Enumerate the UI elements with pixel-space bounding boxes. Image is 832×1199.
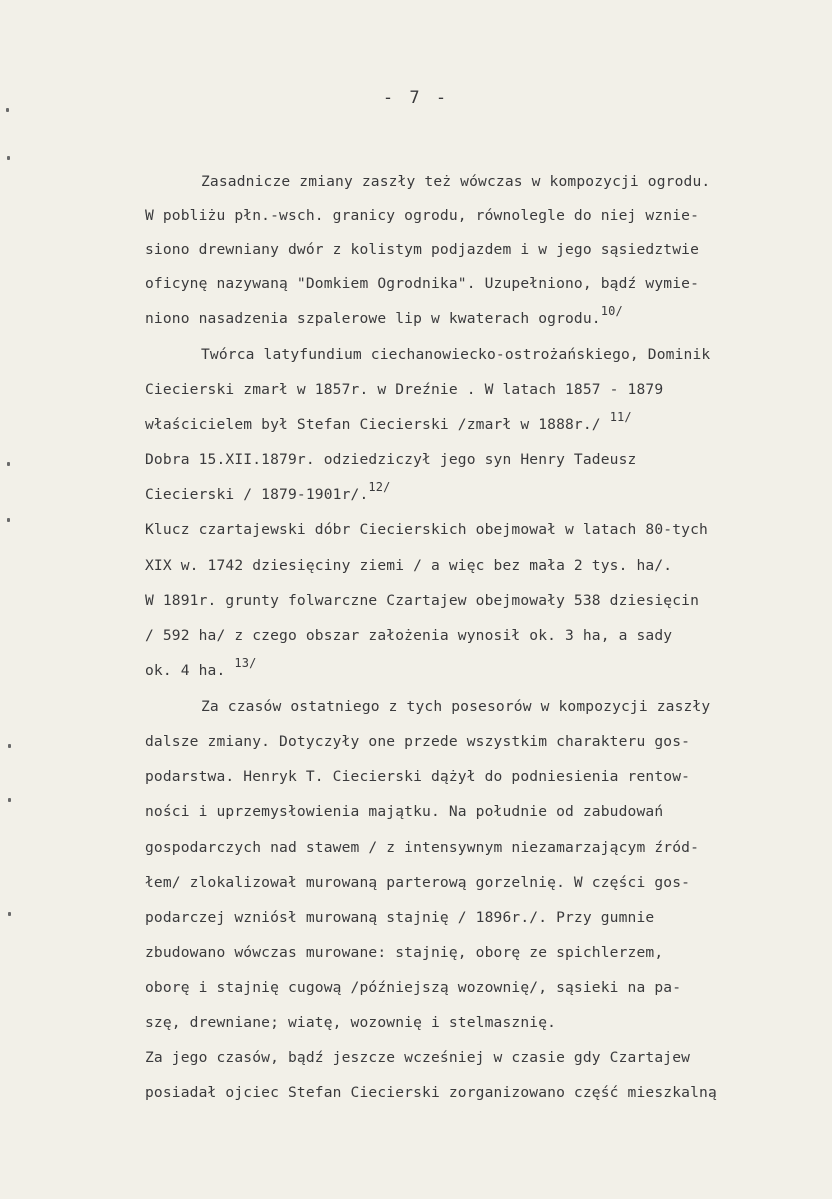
margin-mark <box>7 518 10 522</box>
text-line: Ciecierski zmarł w 1857r. w Dreźnie . W latach 1857 - 1879 <box>145 381 664 398</box>
text-line: W 1891r. grunty folwarczne Czartajew obejmowały 538 dziesięcin <box>145 592 700 609</box>
text-line: gospodarczych nad stawem / z intensywnym niezamarzającym źród- <box>145 839 700 856</box>
text-line: Za jego czasów, bądź jeszcze wcześniej w czasie gdy Czartajew <box>145 1049 691 1066</box>
footnote-ref: 11/ <box>609 410 632 424</box>
margin-mark <box>8 912 11 916</box>
text-line: szę, drewniane; wiatę, wozownię i stelmasznię. <box>145 1014 557 1031</box>
text-line: dalsze zmiany. Dotyczyły one przede wszystkim charakteru gos- <box>145 733 691 750</box>
text-line: Twórca latyfundium ciechanowiecko-ostrożańskiego, Dominik <box>201 346 711 363</box>
margin-mark <box>7 462 10 466</box>
text-line: podarstwa. Henryk T. Ciecierski dążył do podniesienia rentow- <box>145 768 691 785</box>
text-line: Ciecierski / 1879-1901r/.$^{12/}$ <box>145 480 391 503</box>
text-line: oborę i stajnię cugową /późniejszą wozownię/, sąsieki na pa- <box>145 979 682 996</box>
text-line: niono nasadzenia szpalerowe lip w kwaterach ogrodu.$^{10/}$ <box>145 304 623 327</box>
text-line: właścicielem był Stefan Ciecierski /zmarł w 1888r./ $^{11/}$ <box>145 410 632 433</box>
footnote-ref: 10/ <box>600 304 623 318</box>
text-line: Klucz czartajewski dóbr Ciecierskich obejmował w latach 80-tych <box>145 521 708 538</box>
text-line: podarczej wzniósł murowaną stajnię / 1896r./. Przy gumnie <box>145 909 655 926</box>
text-line: XIX w. 1742 dziesięciny ziemi / a więc bez mała 2 tys. ha/. <box>145 557 673 574</box>
footnote-ref: 13/ <box>234 656 257 670</box>
text-line: siono drewniany dwór z kolistym podjazdem i w jego sąsiedztwie <box>145 241 700 258</box>
margin-mark <box>8 798 11 802</box>
margin-mark <box>6 108 9 112</box>
margin-mark <box>8 744 11 748</box>
text-line: zbudowano wówczas murowane: stajnię, oborę ze spichlerzem, <box>145 944 664 961</box>
text-line: Za czasów ostatniego z tych posesorów w kompozycji zaszły <box>201 698 711 715</box>
text-line: łem/ zlokalizował murowaną parterową gorzelnię. W części gos- <box>145 874 691 891</box>
text-line: posiadał ojciec Stefan Ciecierski zorganizowano część mieszkalną <box>145 1084 717 1101</box>
margin-mark <box>7 156 10 160</box>
text-line: Dobra 15.XII.1879r. odziedziczył jego syn Henry Tadeusz <box>145 451 637 468</box>
page-number: - 7 - <box>382 88 450 108</box>
text-line: ok. 4 ha. $^{13/}$ <box>145 656 257 679</box>
text-line: Zasadnicze zmiany zaszły też wówczas w kompozycji ogrodu. <box>201 173 711 190</box>
text-line: / 592 ha/ z czego obszar założenia wynosił ok. 3 ha, a sady <box>145 627 673 644</box>
text-line: oficynę nazywaną "Domkiem Ogrodnika". Uzupełniono, bądź wymie- <box>145 275 700 292</box>
footnote-ref: 12/ <box>368 480 391 494</box>
text-line: W pobliżu płn.-wsch. granicy ogrodu, równolegle do niej wznie- <box>145 207 700 224</box>
text-line: ności i uprzemysłowienia majątku. Na południe od zabudowań <box>145 803 664 820</box>
